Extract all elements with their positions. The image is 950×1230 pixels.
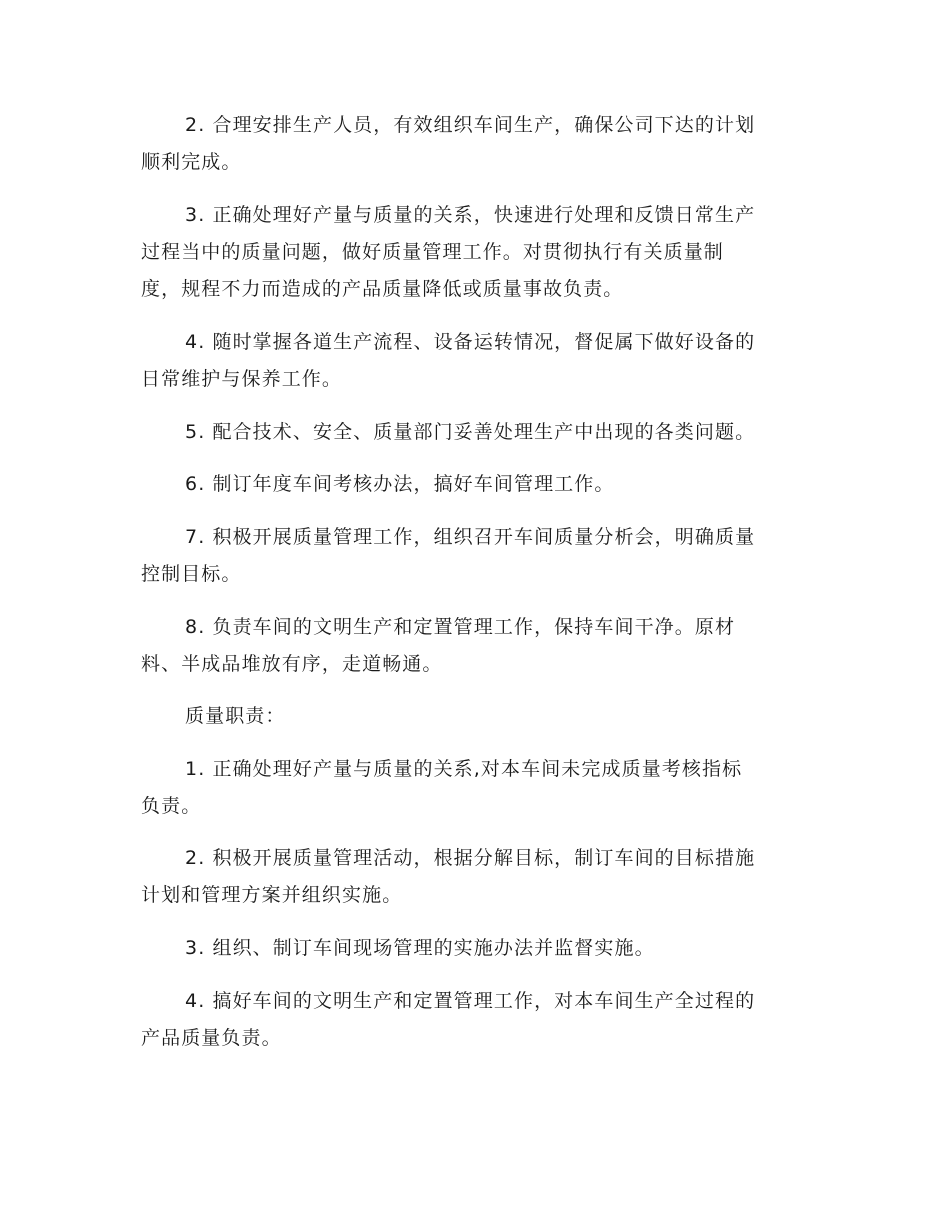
paragraph-responsibility-2 [141, 107, 809, 181]
paragraph-quality-3 [141, 930, 809, 967]
paragraph-line: 4. 随时掌握各道生产流程、设备运转情况，督促属下做好设备的 [185, 331, 756, 353]
paragraph-line: 日常维护与保养工作。 [141, 368, 343, 390]
paragraph-line: 4. 搞好车间的文明生产和定置管理工作，对本车间生产全过程的 [185, 990, 756, 1012]
paragraph-line: 度，规程不力而造成的产品质量降低或质量事故负责。 [141, 278, 624, 300]
paragraph-quality-4 [141, 983, 809, 1057]
paragraph-line: 7. 积极开展质量管理工作，组织召开车间质量分析会，明确质量 [185, 526, 756, 548]
paragraph-responsibility-6 [141, 466, 809, 503]
paragraph-line: 顺利完成。 [141, 151, 242, 173]
paragraph-responsibility-3 [141, 197, 809, 308]
paragraph-line: 3. 组织、制订车间现场管理的实施办法并监督实施。 [185, 937, 655, 959]
section-heading-quality-duties [141, 698, 809, 735]
paragraph-quality-1 [141, 751, 809, 825]
paragraph-quality-2 [141, 840, 809, 914]
paragraph-line: 5. 配合技术、安全、质量部门妥善处理生产中出现的各类问题。 [185, 421, 756, 443]
paragraph-line: 负责。 [141, 795, 202, 817]
paragraph-line: 6. 制订年度车间考核办法，搞好车间管理工作。 [185, 473, 615, 495]
paragraph-line: 计划和管理方案并组织实施。 [141, 884, 403, 906]
paragraph-responsibility-5 [141, 414, 809, 451]
paragraph-line: 2. 合理安排生产人员，有效组织车间生产，确保公司下达的计划 [185, 114, 756, 136]
paragraph-line: 1. 正确处理好产量与质量的关系,对本车间未完成质量考核指标 [185, 758, 743, 780]
paragraph-line: 8. 负责车间的文明生产和定置管理工作，保持车间干净。原材 [185, 616, 736, 638]
paragraph-line: 过程当中的质量问题，做好质量管理工作。对贯彻执行有关质量制 [141, 241, 724, 263]
paragraph-line: 料、半成品堆放有序，走道畅通。 [141, 653, 443, 675]
section-heading: 质量职责： [185, 705, 286, 727]
paragraph-responsibility-4 [141, 324, 809, 398]
paragraph-line: 3. 正确处理好产量与质量的关系，快速进行处理和反馈日常生产 [185, 204, 756, 226]
paragraph-responsibility-8 [141, 609, 809, 683]
paragraph-responsibility-7 [141, 519, 809, 593]
paragraph-line: 产品质量负责。 [141, 1027, 282, 1049]
paragraph-line: 控制目标。 [141, 563, 242, 585]
paragraph-line: 2. 积极开展质量管理活动，根据分解目标，制订车间的目标措施 [185, 847, 756, 869]
